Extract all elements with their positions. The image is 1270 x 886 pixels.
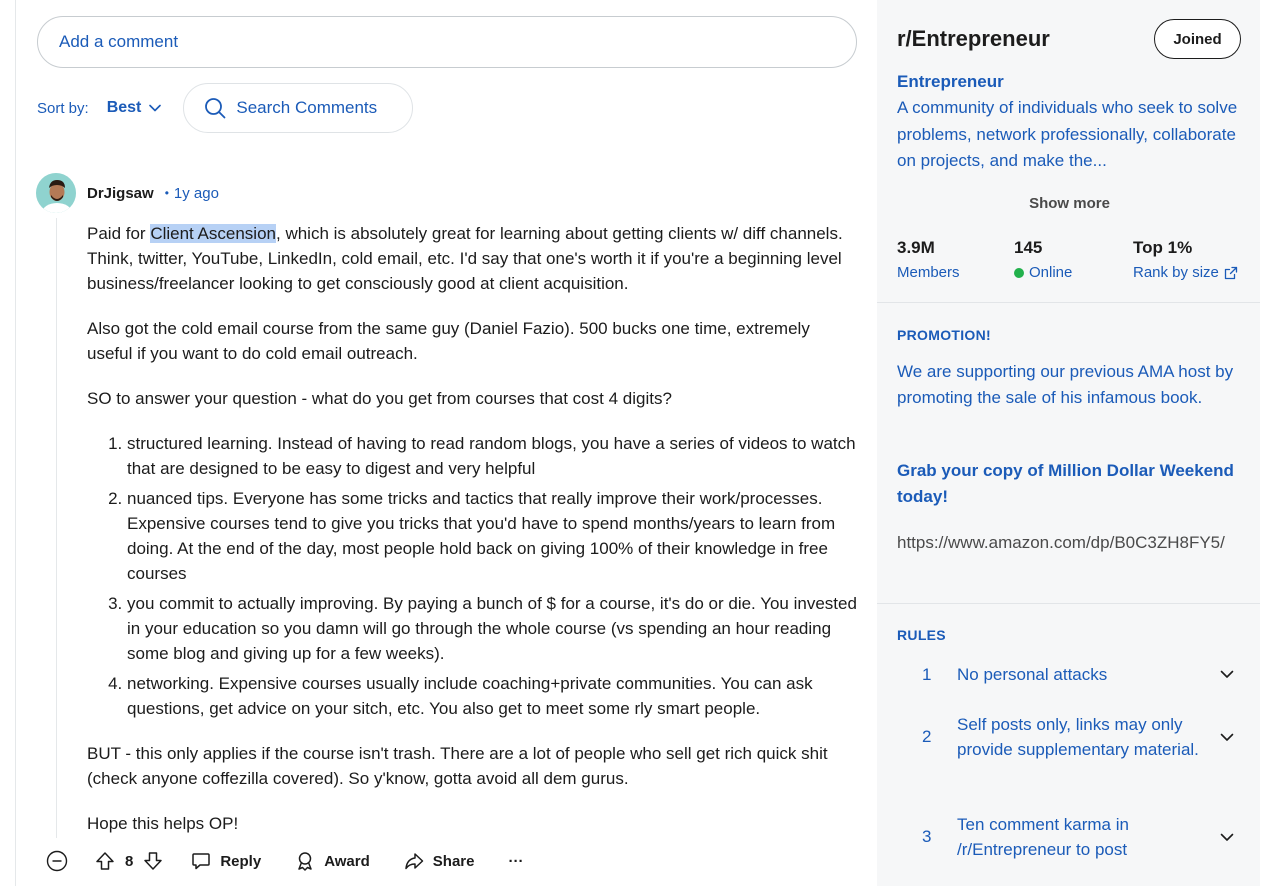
reply-label: Reply xyxy=(220,852,262,870)
online-label-row xyxy=(1014,264,1072,281)
sort-label: Sort by: xyxy=(37,99,89,117)
collapse-button[interactable] xyxy=(46,850,77,872)
promotion-cta-link[interactable]: Grab your copy of Million Dollar Weekend today! xyxy=(897,461,1234,506)
list-item: 2. nuanced tips. Everyone has some tricks and tactics that really improve their work/processes. Expensive courses tend to give you tricks that you'd have to spend months/years to learn from doing. At the end of the day, most people hold back on giving 100% of their knowledge in free courses xyxy=(127,486,857,586)
comment-paragraph: Also got the cold email course from the same guy (Daniel Fazio). 500 bucks one time, extremely useful if you want to do cold email outreach. xyxy=(87,319,810,363)
comment-paragraph: BUT - this only applies if the course isn't trash. There are a lot of people who sell get rich quick shit (check anyone coffezilla covered). So y'know, gotta avoid all dem gurus. xyxy=(87,744,828,788)
chevron-down-icon xyxy=(1220,733,1234,742)
share-label: Share xyxy=(432,852,475,870)
community-name: Entrepreneur xyxy=(897,72,1004,91)
list-item: 4. networking. Expensive courses usually include coaching+private communities. You can ask questions, get advice on your sitch, etc. You also get to meet some rly smart people. xyxy=(127,671,857,721)
reply-button[interactable] xyxy=(191,851,261,871)
joined-button[interactable]: Joined xyxy=(1154,19,1241,59)
rule-number: 2 xyxy=(922,727,932,746)
comment-header xyxy=(36,173,219,213)
chevron-down-icon xyxy=(1220,833,1234,842)
search-icon xyxy=(204,97,226,119)
thread-line[interactable] xyxy=(56,218,57,838)
award-icon xyxy=(295,851,315,871)
rank-value: Top 1% xyxy=(1133,238,1193,257)
chevron-down-icon xyxy=(149,104,161,112)
search-comments-label: Search Comments xyxy=(236,98,378,117)
online-dot-icon xyxy=(1014,268,1024,278)
search-comments-button[interactable] xyxy=(183,83,413,133)
comment-list xyxy=(127,431,857,721)
members-stat xyxy=(897,238,960,281)
comment-timestamp[interactable]: 1y ago xyxy=(173,184,219,202)
collapse-icon xyxy=(46,850,68,872)
rule-number: 3 xyxy=(922,827,932,846)
add-comment-placeholder: Add a comment xyxy=(59,32,179,51)
sort-value: Best xyxy=(106,99,142,116)
rank-label: Rank by size xyxy=(1133,264,1219,281)
rule-text: No personal attacks xyxy=(957,665,1108,684)
more-options-button[interactable] xyxy=(508,853,523,870)
upvote-icon xyxy=(95,851,115,871)
rank-stat[interactable] xyxy=(1133,238,1238,281)
comment-paragraph: SO to answer your question - what do you get from courses that cost 4 digits? xyxy=(87,389,672,408)
vote-count: 8 xyxy=(125,852,134,870)
rule-text: Ten comment karma in /r/Entrepreneur to post xyxy=(957,815,1129,859)
text-segment: Paid for xyxy=(87,224,151,243)
rank-label-row xyxy=(1133,264,1238,281)
rule-number: 1 xyxy=(922,664,932,684)
upvote-button[interactable] xyxy=(95,851,115,871)
online-label: Online xyxy=(1029,264,1073,281)
divider xyxy=(877,603,1260,604)
reply-icon xyxy=(191,851,211,871)
promotion-text: We are supporting our previous AMA host by promoting the sale of his infamous book. xyxy=(897,362,1234,407)
highlighted-text: Client Ascension xyxy=(150,224,276,243)
comment-author[interactable]: DrJigsaw xyxy=(87,184,154,202)
community-title[interactable]: r/Entrepreneur xyxy=(897,26,1050,51)
avatar[interactable] xyxy=(36,173,76,213)
online-stat xyxy=(1014,238,1072,281)
chevron-down-icon xyxy=(1220,670,1234,679)
promotion-url[interactable]: https://www.amazon.com/dp/B0C3ZH8FY5/ xyxy=(897,533,1225,552)
share-icon xyxy=(404,851,424,871)
comment-paragraph: Hope this helps OP! xyxy=(87,814,239,833)
promotion-heading: PROMOTION! xyxy=(897,327,991,343)
external-link-icon xyxy=(1224,266,1238,280)
rule-text: Self posts only, links may only provide supplementary material. xyxy=(957,715,1199,759)
rule-item[interactable] xyxy=(877,662,1260,687)
award-label: Award xyxy=(324,852,370,870)
members-label: Members xyxy=(897,264,960,281)
sort-dropdown[interactable] xyxy=(107,99,162,117)
comment-actions xyxy=(46,845,523,877)
separator-dot: • xyxy=(164,186,169,200)
downvote-button[interactable] xyxy=(143,851,163,871)
comments-column xyxy=(15,0,867,886)
award-button[interactable] xyxy=(295,851,370,871)
text-segment: , which is absolutely great for learning about getting clients w/ diff channels. Think, twitter, YouTube, LinkedIn, cold email, etc. I'd say that one's worth it if you're a beginning level business/freelancer looking to get consciously good at client acquisition. xyxy=(87,224,843,293)
community-description: A community of individuals who seek to solve problems, network professionally, collaborate on projects, and make the... xyxy=(897,98,1238,170)
comment-body xyxy=(87,221,857,856)
members-count: 3.9M xyxy=(897,238,935,257)
downvote-icon xyxy=(143,851,163,871)
show-more-button[interactable]: Show more xyxy=(1029,195,1110,212)
sort-bar xyxy=(37,83,413,133)
list-item: 3. you commit to actually improving. By paying a bunch of $ for a course, it's do or die. You invested in your education so you damn will go through the whole course (vs spending an hour reading some blog and giving up for a few weeks). xyxy=(127,591,857,666)
comment-paragraph xyxy=(87,221,857,296)
community-sidebar xyxy=(877,0,1260,886)
rules-heading: RULES xyxy=(897,627,946,643)
online-count: 145 xyxy=(1014,238,1043,257)
more-options-icon: ··· xyxy=(508,852,524,870)
rule-item[interactable] xyxy=(877,812,1260,862)
share-button[interactable] xyxy=(404,851,475,871)
divider xyxy=(877,302,1260,303)
add-comment-input[interactable] xyxy=(37,16,857,68)
rule-item[interactable] xyxy=(877,712,1260,762)
list-item: 1. structured learning. Instead of having to read random blogs, you have a series of videos to watch that are designed to be easy to digest and very helpful xyxy=(127,431,857,481)
